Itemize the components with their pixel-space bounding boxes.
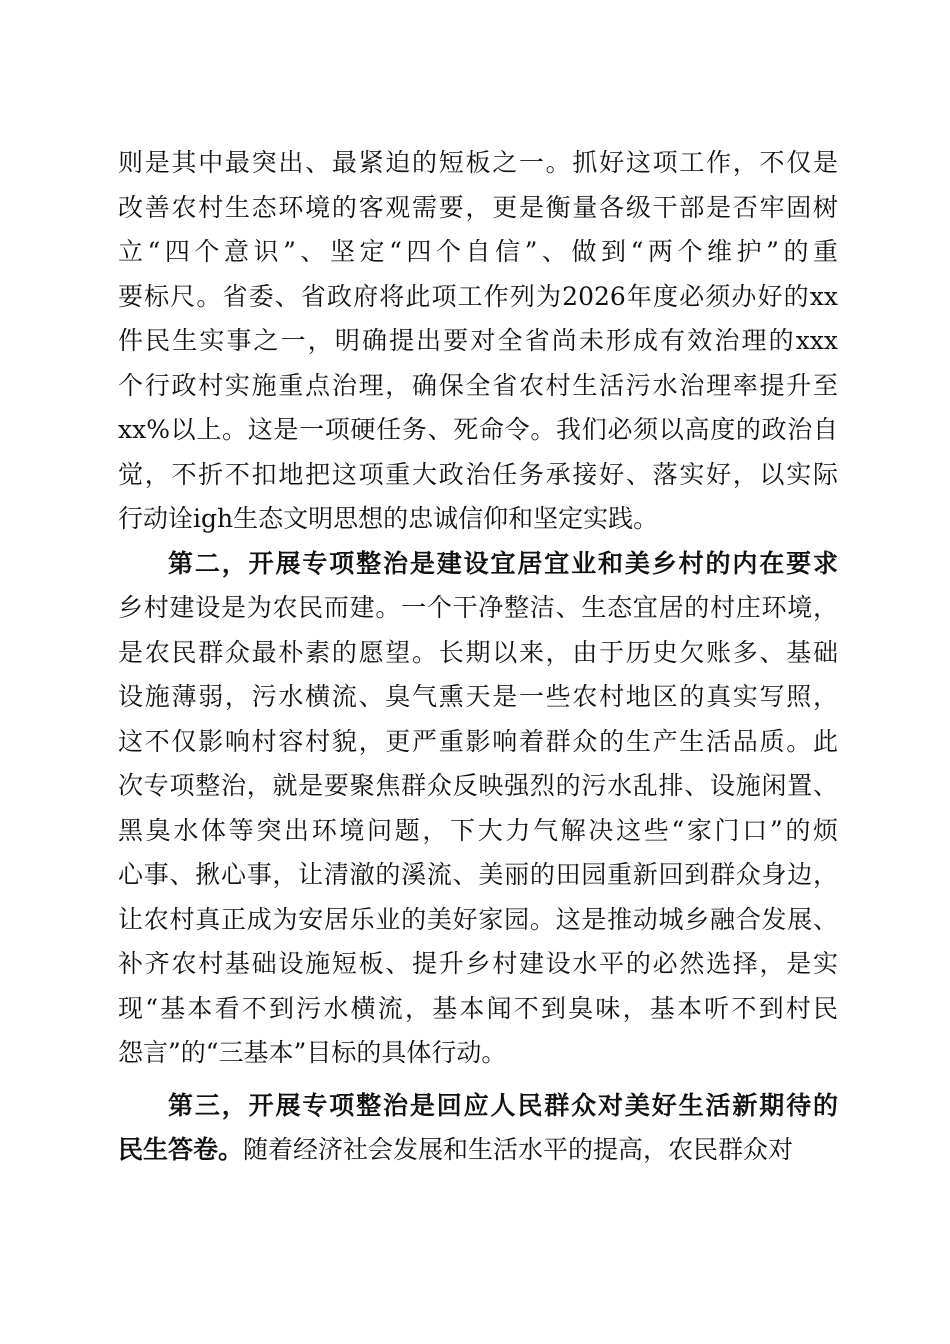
text-line: 乡村建设是为农民而建。一个干净整洁、生态宜居的村庄环境， [118,593,838,622]
text-line: 让农村真正成为安居乐业的美好家园。这是推动城乡融合发展、 [118,904,838,934]
section-heading: 第三，开展专项整治是回应人民群众对美好生活新期待的 [168,1090,838,1120]
paragraph-3 [118,1084,838,1173]
section-heading-end: 民生答卷。 [118,1135,244,1164]
text-line: 改善农村生态环境的客观需要，更是衡量各级干部是否牢固树 [118,192,838,222]
text-line: 行动诠igh生态文明思想的忠诚信仰和坚定实践。 [118,504,659,533]
document-body [118,141,838,1173]
text-fragment: 随着经济社会发展和生活水平的提高，农民群众对 [243,1135,794,1164]
text-line: 黑臭水体等突出环境问题，下大力气解决这些“家门口”的烦 [118,815,838,845]
text-line: 要标尺。省委、省政府将此项工作列为2026年度必须办好的xx [118,281,838,311]
text-line: 件民生实事之一，明确提出要对全省尚未形成有效治理的xxx [118,326,838,355]
paragraph-spacer [118,1076,838,1084]
section-heading: 第二，开展专项整治是建设宜居宜业和美乡村的内在要求 [168,548,838,578]
text-line: 个行政村实施重点治理，确保全省农村生活污水治理率提升至 [118,370,838,400]
text-line: 心事、揪心事，让清澈的溪流、美丽的田园重新回到群众身边， [118,860,838,889]
paragraph-2 [118,542,838,1076]
text-line [118,1128,838,1173]
text-line: 立“四个意识”、坚定“四个自信”、做到“两个维护”的重 [118,237,838,266]
text-line: xx%以上。这是一项硬任务、死命令。我们必须以高度的政治自 [118,415,838,444]
text-line: 次专项整治，就是要聚焦群众反映强烈的污水乱排、设施闲置、 [118,771,838,800]
text-line: 是农民群众最朴素的愿望。长期以来，由于历史欠账多、基础 [118,637,838,667]
text-line: 怨言”的“三基本”目标的具体行动。 [118,1038,507,1067]
text-line: 则是其中最突出、最紧迫的短板之一。抓好这项工作，不仅是 [118,148,838,177]
text-line: 补齐农村基础设施短板、提升乡村建设水平的必然选择，是实 [118,949,838,978]
text-line: 现“基本看不到污水横流，基本闻不到臭味，基本听不到村民 [118,993,838,1023]
text-line: 设施薄弱，污水横流、臭气熏天是一些农村地区的真实写照， [118,682,838,711]
text-line: 觉，不折不扣地把这项重大政治任务承接好、落实好，以实际 [118,459,838,489]
paragraph-1 [118,141,838,542]
text-line: 这不仅影响村容村貌，更严重影响着群众的生产生活品质。此 [118,726,838,756]
